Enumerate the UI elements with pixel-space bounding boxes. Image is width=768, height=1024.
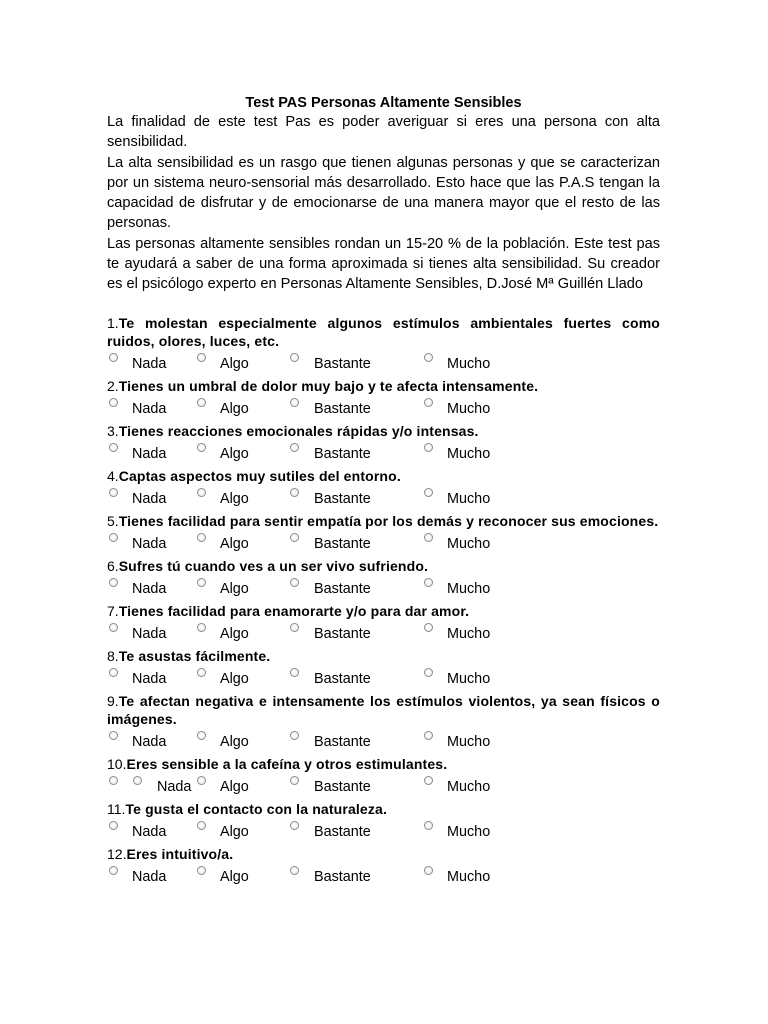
question-item bbox=[107, 422, 660, 467]
question-label: Te asustas fácilmente. bbox=[118, 647, 271, 664]
option-label: Nada bbox=[132, 490, 167, 507]
question-label: Eres intuitivo/a. bbox=[126, 845, 234, 862]
question-label: Te molestan especialmente algunos estímulos ambientales fuertes como ruidos, olores, luces, etc. bbox=[107, 314, 660, 349]
question-label: Captas aspectos muy sutiles del entorno. bbox=[118, 467, 401, 484]
radio-button[interactable] bbox=[424, 488, 433, 497]
radio-button[interactable] bbox=[109, 398, 118, 407]
radio-button[interactable] bbox=[109, 533, 118, 542]
option-label: Bastante bbox=[314, 823, 371, 840]
radio-button[interactable] bbox=[290, 866, 299, 875]
question-label: Tienes reacciones emocionales rápidas y/o intensas. bbox=[118, 422, 479, 439]
radio-button[interactable] bbox=[290, 821, 299, 830]
radio-button[interactable] bbox=[197, 488, 206, 497]
radio-button[interactable] bbox=[109, 866, 118, 875]
question-number: 6. bbox=[107, 557, 119, 574]
question-label: Tienes un umbral de dolor muy bajo y te afecta intensamente. bbox=[118, 377, 539, 394]
radio-button[interactable] bbox=[197, 776, 206, 785]
radio-button[interactable] bbox=[424, 623, 433, 632]
radio-button[interactable] bbox=[424, 398, 433, 407]
option-label: Bastante bbox=[314, 733, 371, 750]
radio-button[interactable] bbox=[197, 353, 206, 362]
answer-options bbox=[107, 395, 660, 422]
radio-button[interactable] bbox=[290, 776, 299, 785]
option-label: Algo bbox=[220, 868, 249, 885]
option-label: Mucho bbox=[447, 580, 491, 597]
radio-button[interactable] bbox=[424, 578, 433, 587]
question-number: 11. bbox=[107, 800, 126, 817]
question-number: 4. bbox=[107, 467, 119, 484]
radio-button[interactable] bbox=[290, 731, 299, 740]
option-label: Nada bbox=[132, 868, 167, 885]
question-text bbox=[107, 755, 660, 773]
radio-button[interactable] bbox=[290, 488, 299, 497]
question-number: 12. bbox=[107, 845, 127, 862]
document-title: Test PAS Personas Altamente Sensibles bbox=[245, 95, 522, 111]
answer-options bbox=[107, 818, 660, 845]
option-label: Algo bbox=[220, 535, 249, 552]
question-number: 9. bbox=[107, 692, 119, 709]
option-label: Bastante bbox=[314, 868, 371, 885]
question-label: Sufres tú cuando ves a un ser vivo sufriendo. bbox=[118, 557, 429, 574]
question-number: 8. bbox=[107, 647, 119, 664]
option-label: Algo bbox=[220, 670, 249, 687]
radio-button[interactable] bbox=[197, 578, 206, 587]
radio-button[interactable] bbox=[197, 443, 206, 452]
answer-options bbox=[107, 728, 660, 755]
option-label: Mucho bbox=[447, 778, 491, 795]
radio-button[interactable] bbox=[290, 578, 299, 587]
question-number: 7. bbox=[107, 602, 119, 619]
option-label: Mucho bbox=[447, 670, 491, 687]
question-label: Te afectan negativa e intensamente los estímulos violentos, ya sean físicos o imágenes. bbox=[107, 692, 660, 727]
radio-button[interactable] bbox=[197, 533, 206, 542]
radio-button[interactable] bbox=[197, 821, 206, 830]
option-label: Algo bbox=[220, 823, 249, 840]
radio-button[interactable] bbox=[424, 821, 433, 830]
option-label: Bastante bbox=[314, 670, 371, 687]
question-label: Te gusta el contacto con la naturaleza. bbox=[125, 800, 387, 817]
option-label: Bastante bbox=[314, 778, 371, 795]
question-item bbox=[107, 602, 660, 647]
option-label: Nada bbox=[132, 670, 167, 687]
radio-button[interactable] bbox=[290, 533, 299, 542]
radio-button[interactable] bbox=[197, 866, 206, 875]
question-number: 1. bbox=[107, 314, 119, 331]
radio-button[interactable] bbox=[197, 731, 206, 740]
option-label: Mucho bbox=[447, 733, 491, 750]
question-item bbox=[107, 647, 660, 692]
option-label: Nada bbox=[132, 535, 167, 552]
radio-button[interactable] bbox=[424, 731, 433, 740]
option-label: Bastante bbox=[314, 490, 371, 507]
question-label: Eres sensible a la cafeína y otros estimulantes. bbox=[126, 755, 448, 772]
option-label: Mucho bbox=[447, 355, 491, 372]
answer-options bbox=[107, 350, 660, 377]
option-label: Algo bbox=[220, 625, 249, 642]
question-item bbox=[107, 845, 660, 890]
question-text bbox=[107, 314, 660, 350]
question-text bbox=[107, 800, 660, 818]
radio-button[interactable] bbox=[290, 623, 299, 632]
radio-button[interactable] bbox=[424, 353, 433, 362]
option-label: Nada bbox=[157, 778, 192, 795]
radio-button[interactable] bbox=[290, 353, 299, 362]
intro-section bbox=[107, 112, 660, 295]
radio-button[interactable] bbox=[290, 443, 299, 452]
radio-button[interactable] bbox=[109, 731, 118, 740]
radio-button[interactable] bbox=[424, 533, 433, 542]
question-item bbox=[107, 512, 660, 557]
option-label: Algo bbox=[220, 490, 249, 507]
answer-options bbox=[107, 863, 660, 890]
extra-radio-button[interactable] bbox=[133, 776, 142, 785]
radio-button[interactable] bbox=[290, 398, 299, 407]
radio-button[interactable] bbox=[109, 668, 118, 677]
question-label: Tienes facilidad para enamorarte y/o para dar amor. bbox=[118, 602, 470, 619]
answer-options bbox=[107, 485, 660, 512]
radio-button[interactable] bbox=[290, 668, 299, 677]
question-text bbox=[107, 647, 660, 665]
option-label: Mucho bbox=[447, 823, 491, 840]
question-text bbox=[107, 467, 660, 485]
intro-paragraph-3: Las personas altamente sensibles rondan un 15-20 % de la población. Este test pas te ayudará a saber de una forma aproximada si tienes alta sensibilidad. Su creador es el psicólogo experto en Personas Altamente Sensibles, D.José Mª Guillén Llado bbox=[107, 235, 660, 293]
question-number: 10. bbox=[107, 755, 127, 772]
option-label: Algo bbox=[220, 445, 249, 462]
option-label: Bastante bbox=[314, 580, 371, 597]
radio-button[interactable] bbox=[109, 821, 118, 830]
question-item bbox=[107, 467, 660, 512]
option-label: Algo bbox=[220, 580, 249, 597]
radio-button[interactable] bbox=[109, 578, 118, 587]
option-label: Mucho bbox=[447, 535, 491, 552]
intro-paragraph-1: La finalidad de este test Pas es poder averiguar si eres una persona con alta sensibilidad. bbox=[107, 114, 660, 151]
option-label: Algo bbox=[220, 355, 249, 372]
option-label: Nada bbox=[132, 355, 167, 372]
option-label: Mucho bbox=[447, 445, 491, 462]
question-text bbox=[107, 422, 660, 440]
answer-options bbox=[107, 620, 660, 647]
question-item bbox=[107, 314, 660, 377]
question-item bbox=[107, 377, 660, 422]
questions-list bbox=[107, 314, 660, 890]
radio-button[interactable] bbox=[424, 668, 433, 677]
radio-button[interactable] bbox=[197, 668, 206, 677]
document-page bbox=[107, 94, 660, 890]
option-label: Bastante bbox=[314, 400, 371, 417]
question-text bbox=[107, 512, 660, 530]
question-item bbox=[107, 800, 660, 845]
answer-options bbox=[107, 665, 660, 692]
option-label: Bastante bbox=[314, 535, 371, 552]
answer-options bbox=[107, 530, 660, 557]
option-label: Algo bbox=[220, 733, 249, 750]
radio-button[interactable] bbox=[197, 398, 206, 407]
question-text bbox=[107, 557, 660, 575]
radio-button[interactable] bbox=[109, 623, 118, 632]
question-label: Tienes facilidad para sentir empatía por los demás y reconocer sus emociones. bbox=[118, 512, 659, 529]
question-item bbox=[107, 692, 660, 755]
question-text bbox=[107, 845, 660, 863]
option-label: Bastante bbox=[314, 625, 371, 642]
option-label: Nada bbox=[132, 733, 167, 750]
option-label: Algo bbox=[220, 400, 249, 417]
question-text bbox=[107, 692, 660, 728]
answer-options bbox=[107, 575, 660, 602]
option-label: Nada bbox=[132, 445, 167, 462]
option-label: Nada bbox=[132, 400, 167, 417]
option-label: Mucho bbox=[447, 400, 491, 417]
question-item bbox=[107, 755, 660, 800]
option-label: Algo bbox=[220, 778, 249, 795]
radio-button[interactable] bbox=[109, 353, 118, 362]
option-label: Nada bbox=[132, 823, 167, 840]
question-number: 5. bbox=[107, 512, 119, 529]
radio-button[interactable] bbox=[424, 443, 433, 452]
question-text bbox=[107, 602, 660, 620]
radio-button[interactable] bbox=[109, 776, 118, 785]
intro-paragraph-2: La alta sensibilidad es un rasgo que tienen algunas personas y que se caracterizan por un sistema neuro-sensorial más desarrollado. Esto hace que las P.A.S tengan la capacidad de disfrutar y de emocionarse de una manera mayor que el resto de las personas. bbox=[107, 154, 660, 232]
radio-button[interactable] bbox=[197, 623, 206, 632]
option-label: Bastante bbox=[314, 445, 371, 462]
option-label: Nada bbox=[132, 625, 167, 642]
question-item bbox=[107, 557, 660, 602]
question-text bbox=[107, 377, 660, 395]
option-label: Bastante bbox=[314, 355, 371, 372]
option-label: Mucho bbox=[447, 625, 491, 642]
option-label: Mucho bbox=[447, 868, 491, 885]
radio-button[interactable] bbox=[424, 776, 433, 785]
answer-options bbox=[107, 440, 660, 467]
radio-button[interactable] bbox=[424, 866, 433, 875]
radio-button[interactable] bbox=[109, 488, 118, 497]
option-label: Nada bbox=[132, 580, 167, 597]
option-label: Mucho bbox=[447, 490, 491, 507]
question-number: 3. bbox=[107, 422, 119, 439]
question-number: 2. bbox=[107, 377, 119, 394]
answer-options bbox=[107, 773, 660, 800]
radio-button[interactable] bbox=[109, 443, 118, 452]
